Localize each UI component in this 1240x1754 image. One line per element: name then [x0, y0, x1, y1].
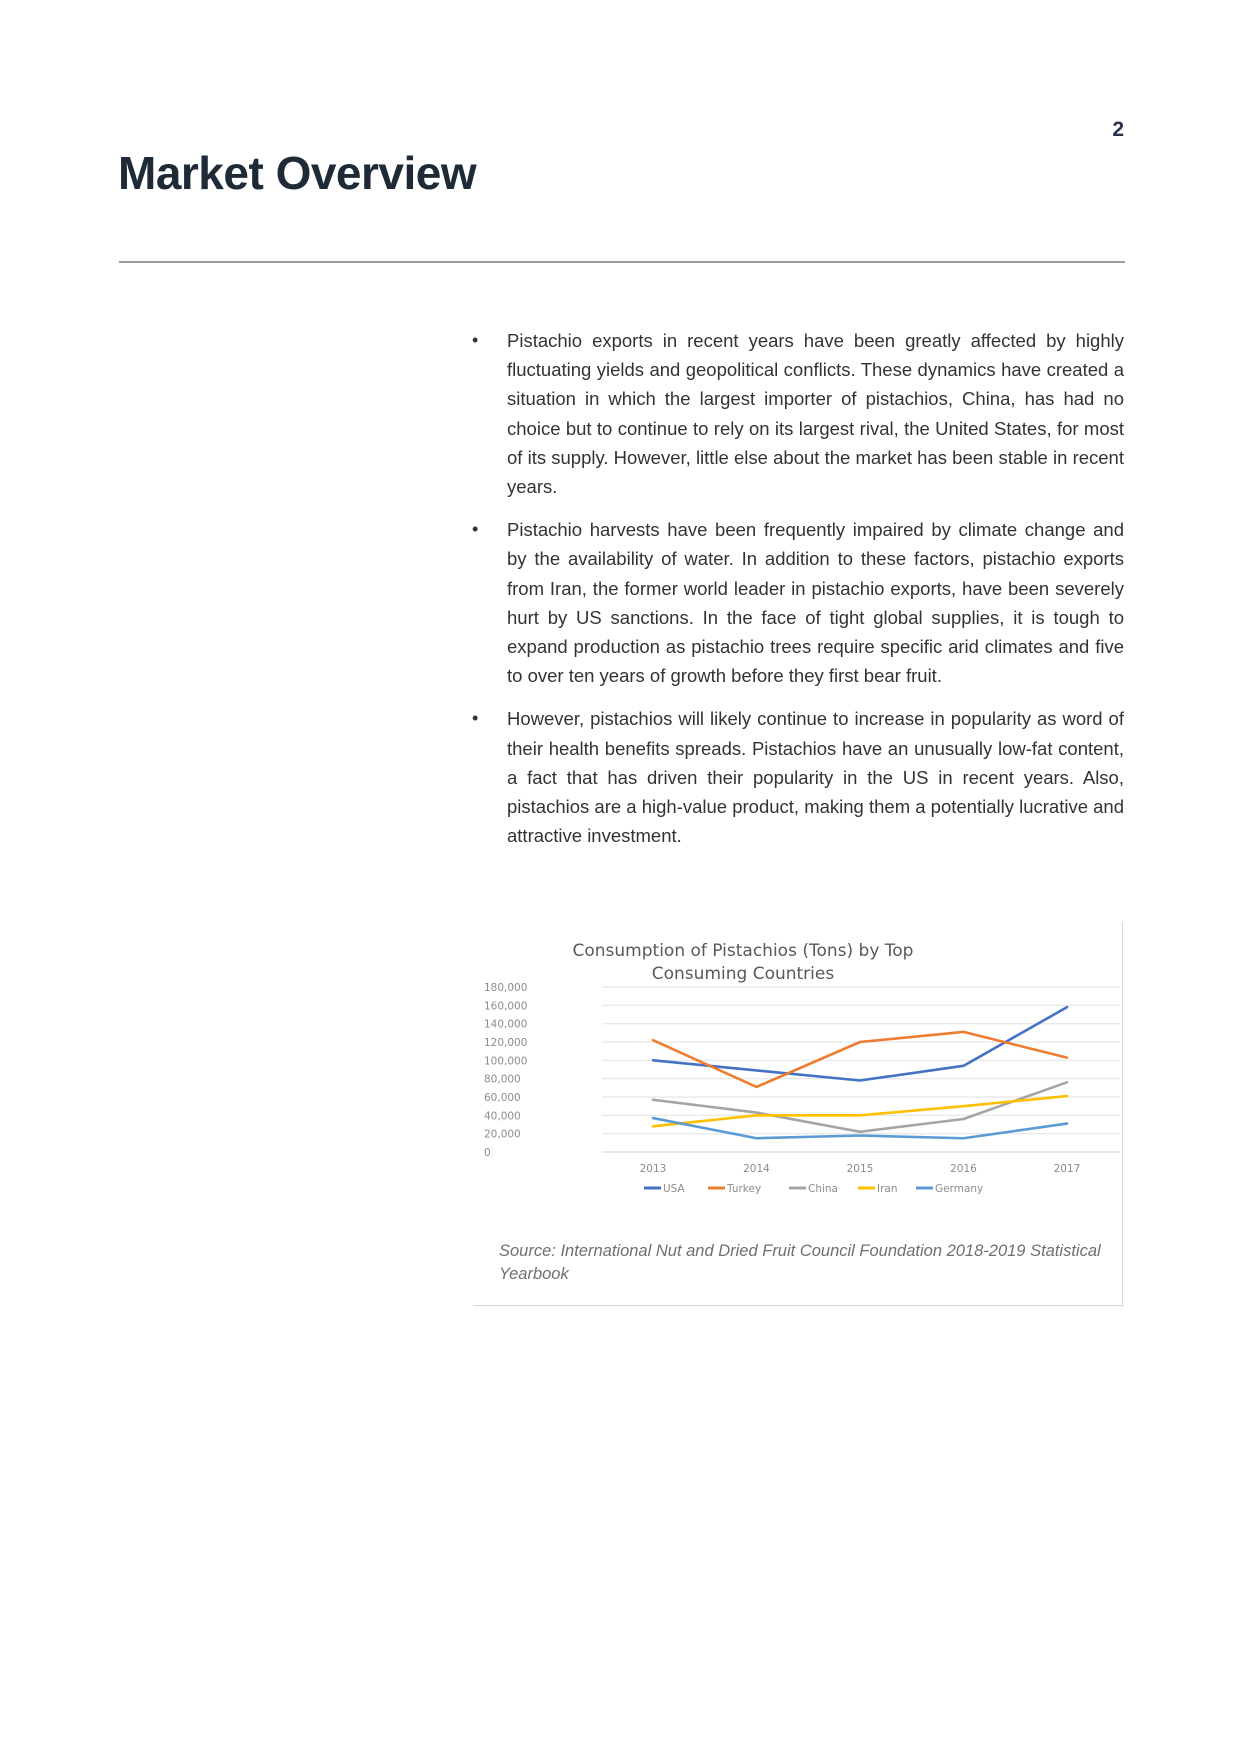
bullet-dot: •: [472, 330, 479, 350]
y-tick-label: 100,000: [484, 1055, 528, 1068]
y-tick-label: 120,000: [484, 1037, 528, 1049]
bullet-dot: •: [472, 708, 479, 729]
y-tick-label: 140,000: [484, 1018, 528, 1031]
bullet-item: [472, 515, 1124, 690]
header-divider: [119, 261, 1125, 263]
y-tick-label: 160,000: [484, 1000, 528, 1013]
legend-label: China: [808, 1183, 838, 1195]
x-tick-label: 2015: [846, 1163, 874, 1175]
bullet-dot: •: [472, 519, 479, 540]
legend-label: Turkey: [727, 1183, 762, 1195]
bullet-text: However, pistachios will likely continue to increase in popularity as word of their health benefits spreads. Pistachios have an unusually low-fat content, a fact that has driven their popularity in the US in recent years. Also, pistachios are a high-value product, making them a potentially lucrative and attractive investment.: [507, 708, 1125, 847]
chart-source: Source: International Nut and Dried Fruit Council Foundation 2018-2019 Statistical Yearbook: [499, 1242, 1101, 1283]
bullet-item: [472, 326, 1124, 501]
series-line-germany: [653, 1118, 1067, 1138]
legend-label: USA: [663, 1183, 685, 1195]
x-tick-label: 2017: [1053, 1163, 1081, 1175]
x-tick-label: 2013: [639, 1163, 667, 1175]
series-line-china: [653, 1082, 1067, 1132]
y-tick-label: 60,000: [484, 1092, 521, 1104]
bullet-text: Pistachio exports in recent years have been greatly affected by highly fluctuating yields and geopolitical conflicts. These dynamics have created a situation in which the largest importer of pistachios, China, has had no choice but to continue to rely on its largest rival, the United States, for most of its supply. However, little else about the market has been stable in recent years.: [507, 330, 1124, 498]
y-tick-label: 80,000: [484, 1073, 521, 1086]
bullet-item: [472, 704, 1124, 850]
y-tick-label: 20,000: [484, 1128, 521, 1141]
y-tick-label: 0: [484, 1147, 491, 1159]
page-number: 2: [1112, 118, 1124, 141]
legend-label: Iran: [877, 1183, 898, 1195]
y-tick-label: 180,000: [484, 982, 528, 994]
chart-title-line-2: Consuming Countries: [651, 964, 835, 984]
bullet-text: Pistachio harvests have been frequently impaired by climate change and by the availability of water. In addition to these factors, pistachio exports from Iran, the former world leader in pistachio exports, have been severely hurt by US sanctions. In the face of tight global supplies, it is tough to expand production as pistachio trees require specific arid climates and five to over ten years of growth before they first bear fruit.: [507, 519, 1124, 687]
x-tick-label: 2014: [743, 1163, 770, 1175]
x-tick-label: 2016: [950, 1163, 977, 1175]
chart-figure: [473, 922, 1123, 1306]
y-tick-label: 40,000: [484, 1110, 521, 1123]
bullet-list: [472, 326, 1124, 864]
series-line-iran: [653, 1096, 1067, 1126]
legend-label: Germany: [935, 1183, 984, 1195]
page-title: Market Overview: [118, 147, 477, 199]
chart-title-line-1: Consumption of Pistachios (Tons) by Top: [572, 941, 914, 961]
